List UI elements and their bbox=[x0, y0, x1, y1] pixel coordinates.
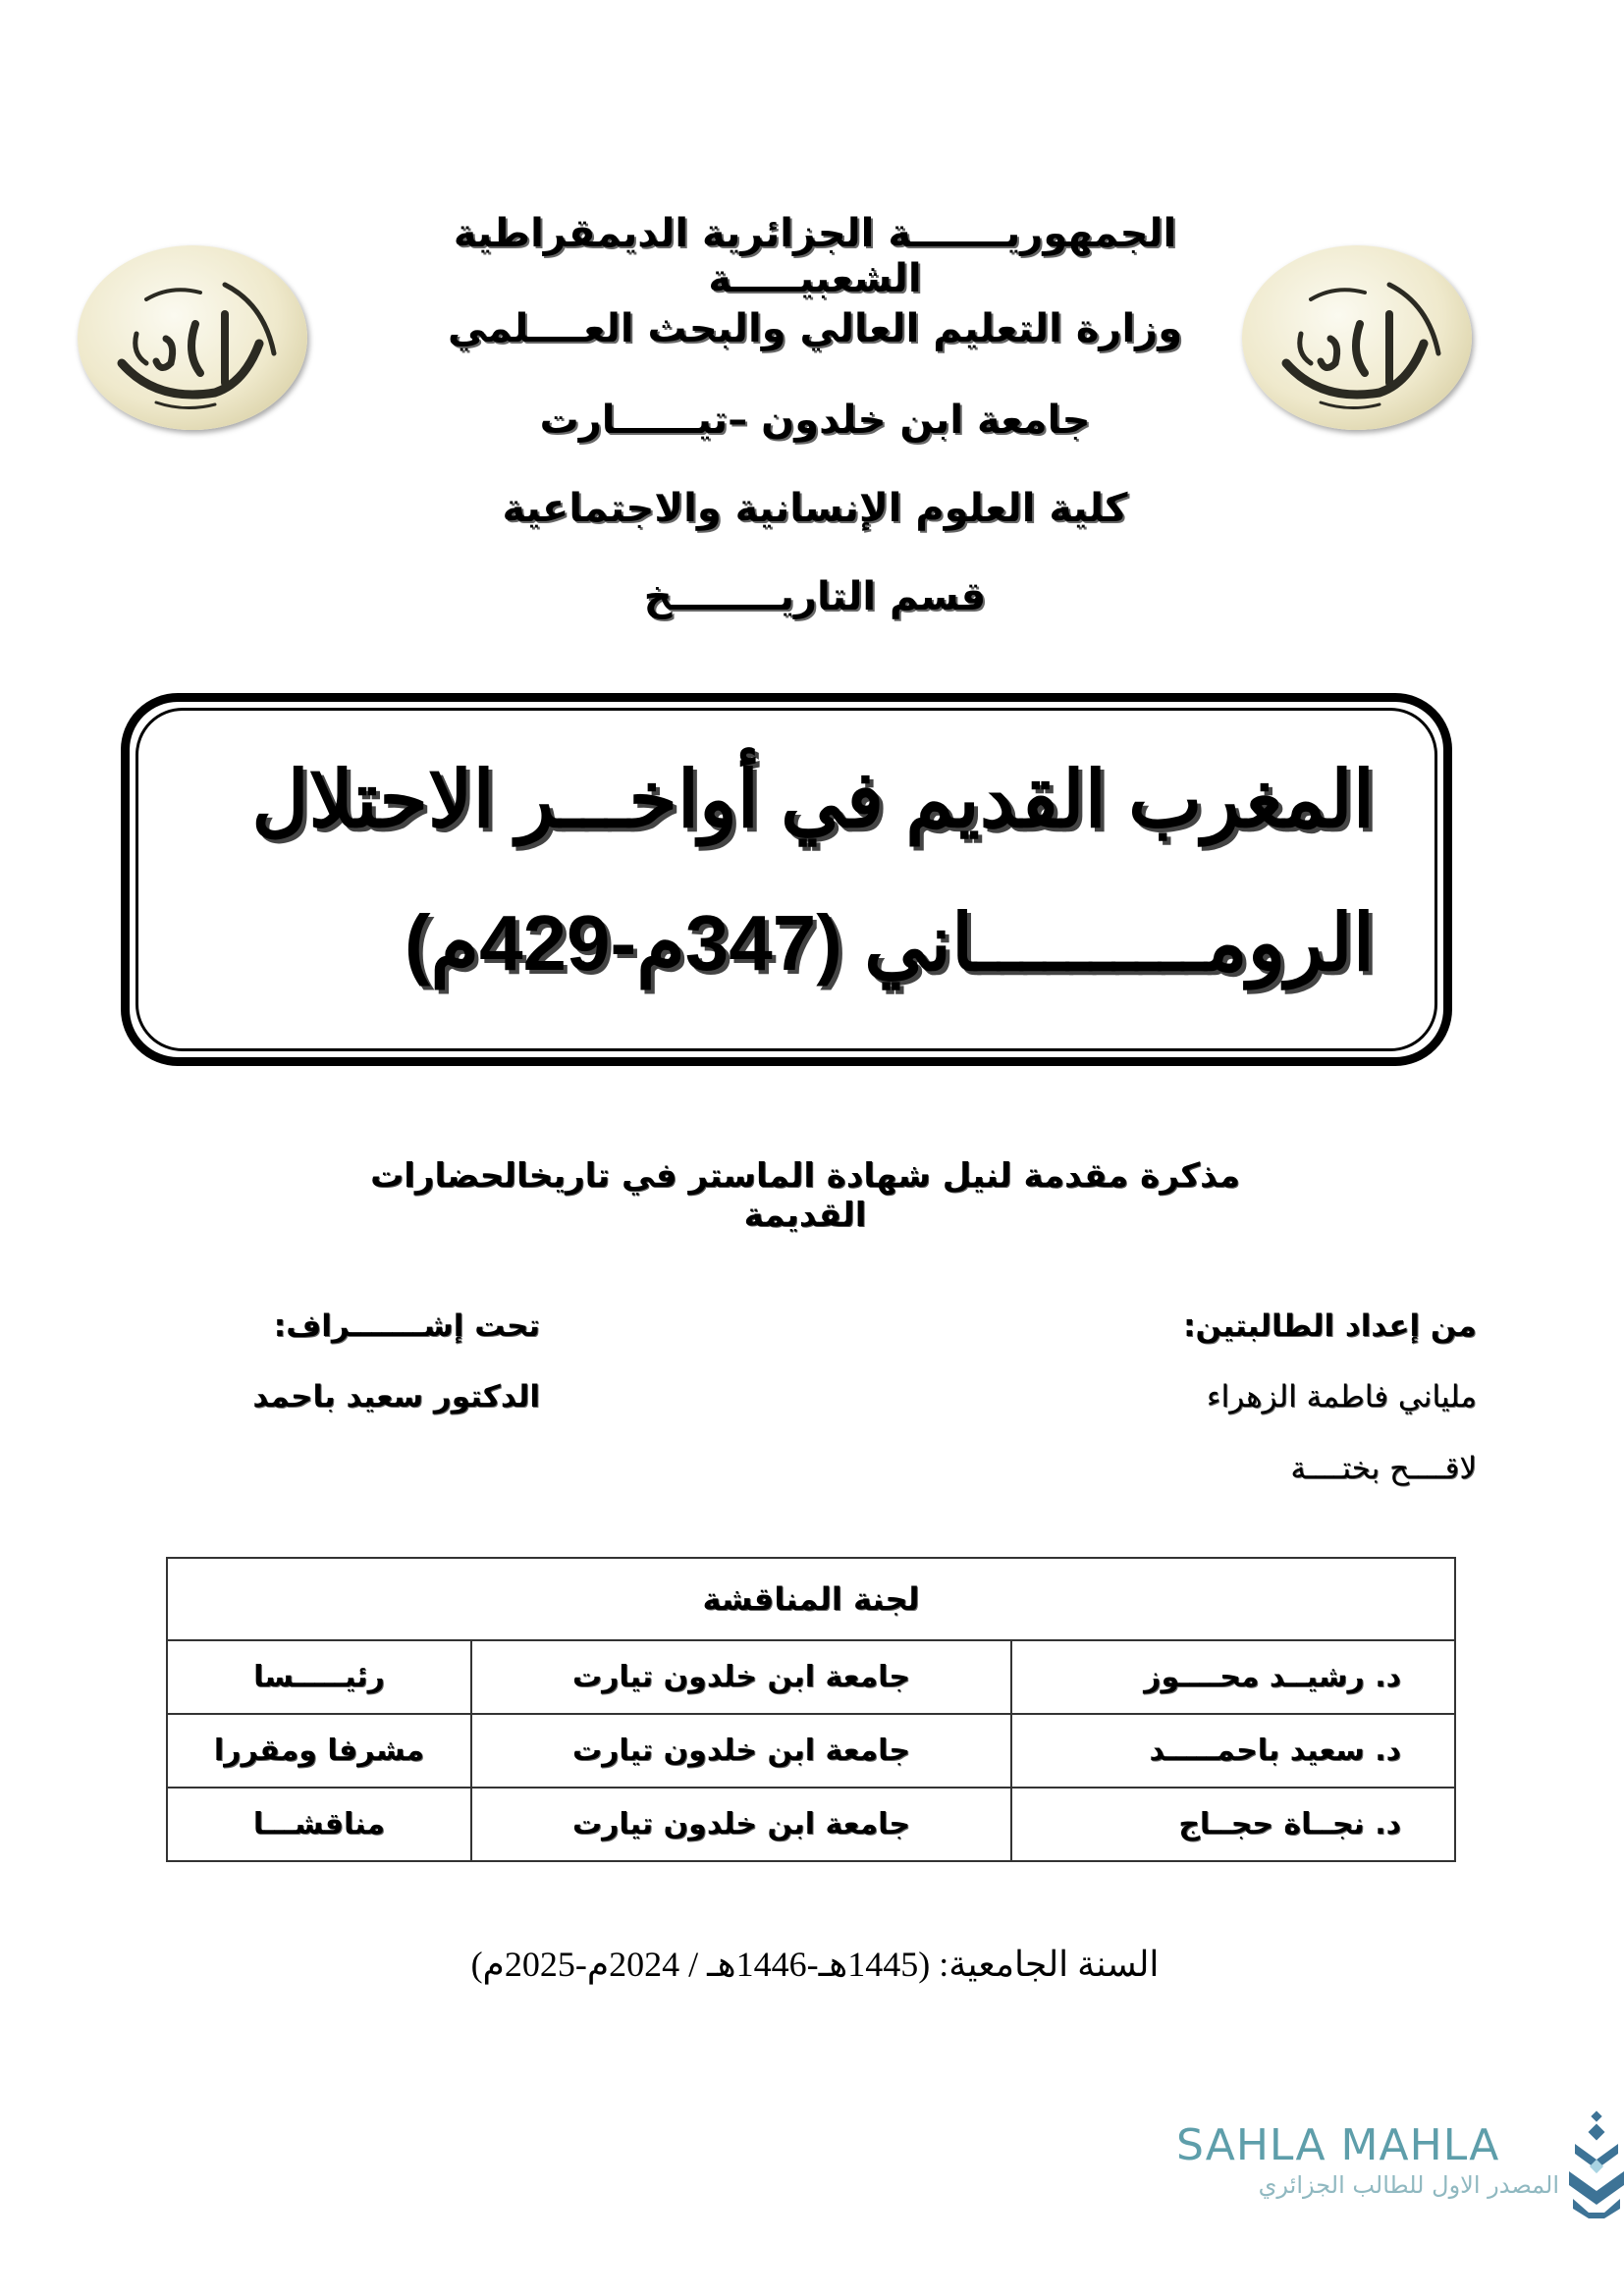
table-row bbox=[167, 1640, 1455, 1714]
member-university: جامعة ابن خلدون تيارت bbox=[471, 1640, 1011, 1714]
university-emblem-left bbox=[78, 245, 307, 430]
member-name: د. نجــاة حجــاج bbox=[1011, 1788, 1455, 1861]
brand-tagline: المصدر الاول للطالب الجزائري bbox=[1258, 2171, 1559, 2199]
table-row bbox=[167, 1788, 1455, 1861]
student-name-2: لاقــــح بختــــة bbox=[1290, 1451, 1477, 1486]
brand-name: SAHLA MAHLA bbox=[1176, 2120, 1500, 2170]
supervisor-label: تحت إشـــــــراف: bbox=[273, 1308, 540, 1344]
thesis-title-frame bbox=[121, 693, 1452, 1066]
republic-heading: الجمهوريـــــــة الجزائرية الديمقراطية الشعبيـــــة bbox=[453, 211, 1177, 301]
member-role: رئيـــــسا bbox=[167, 1640, 471, 1714]
academic-year: السنة الجامعية: (1445هـ-1446هـ / 2024م-2025م) bbox=[470, 1945, 1160, 1984]
sahla-mahla-logo-icon bbox=[1565, 2110, 1624, 2218]
member-name: د. رشيــد محــــوز bbox=[1011, 1640, 1455, 1714]
committee-header-row bbox=[167, 1558, 1455, 1640]
committee-table bbox=[166, 1557, 1456, 1862]
university-emblem-right bbox=[1242, 245, 1472, 430]
thesis-subtitle: مذكرة مقدمة لنيل شهادة الماستر في تاريخالحضارات القديمة bbox=[370, 1156, 1240, 1235]
university-heading: جامعة ابن خلدون –تيــــــارت bbox=[539, 398, 1091, 443]
member-university: جامعة ابن خلدون تيارت bbox=[471, 1714, 1011, 1788]
university-emblem-icon bbox=[78, 245, 307, 430]
committee-title: لجنة المناقشة bbox=[167, 1558, 1455, 1640]
thesis-title-line-1: المغرب القديم في أواخـــر الاحتلال bbox=[251, 756, 1375, 843]
sahla-mahla-watermark bbox=[1176, 2110, 1624, 2228]
thesis-title-line-2: الرومــــــــــاني (347م-429م) bbox=[404, 899, 1375, 987]
department-heading: قسم التاريــــــــخ bbox=[643, 574, 987, 619]
member-name: د. سعيد باحمـــــد bbox=[1011, 1714, 1455, 1788]
university-emblem-icon bbox=[1242, 245, 1472, 430]
ministry-heading: وزارة التعليم العالي والبحث العــــلمي bbox=[447, 306, 1183, 351]
table-row bbox=[167, 1714, 1455, 1788]
student-name-1: ملياني فاطمة الزهراء bbox=[1206, 1379, 1477, 1415]
supervisor-name: الدكتور سعيد باحمد bbox=[252, 1379, 540, 1415]
member-role: مشرفا ومقررا bbox=[167, 1714, 471, 1788]
member-university: جامعة ابن خلدون تيارت bbox=[471, 1788, 1011, 1861]
faculty-heading: كلية العلوم الإنسانية والاجتماعية bbox=[502, 486, 1128, 531]
students-label: من إعداد الطالبتين: bbox=[1183, 1308, 1477, 1344]
member-role: مناقشـــا bbox=[167, 1788, 471, 1861]
